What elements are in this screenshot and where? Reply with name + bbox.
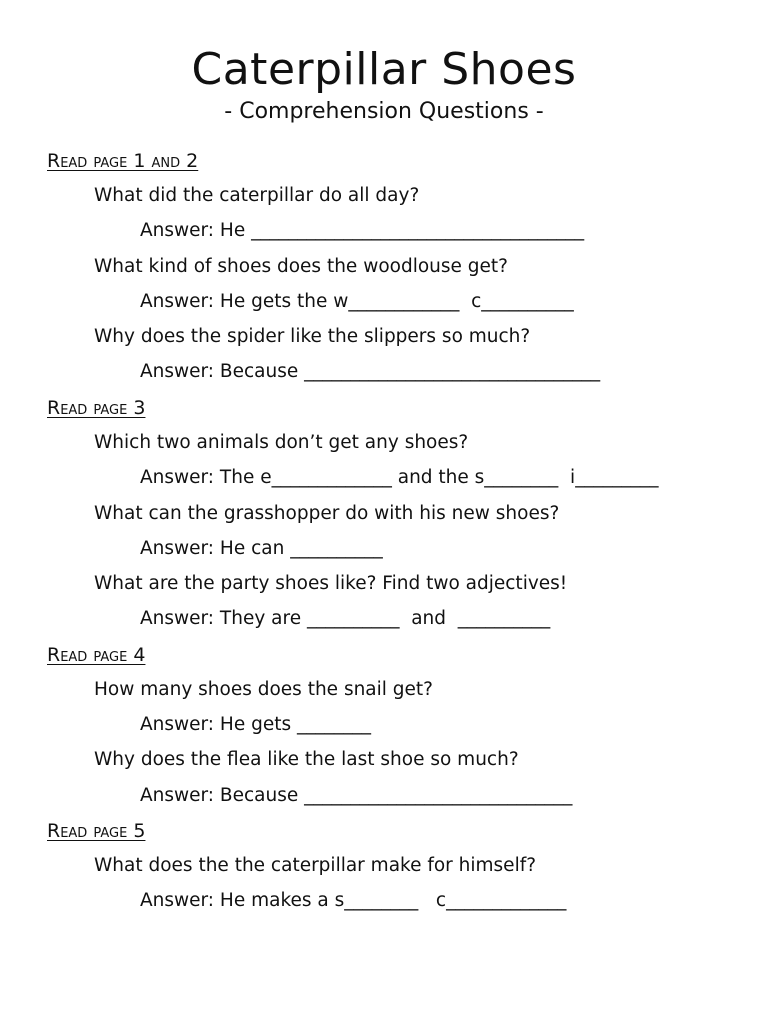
- section-heading-page-3: Read page 3: [47, 397, 146, 419]
- section-heading-page-1-2: Read page 1 and 2: [47, 150, 199, 172]
- section-heading-page-4: Read page 4: [47, 644, 146, 666]
- worksheet-subtitle: - Comprehension Questions -: [224, 99, 544, 124]
- question-grasshopper-shoes: What can the grasshopper do with his new shoes?: [94, 503, 560, 524]
- question-woodlouse-shoes: What kind of shoes does the woodlouse get?: [94, 256, 508, 277]
- question-caterpillar-day: What did the caterpillar do all day?: [94, 185, 420, 206]
- answer-line-flea-shoe: Answer: Because _____________________________: [140, 785, 573, 806]
- answer-line-animals-no-shoes: Answer: The e_____________ and the s________ i_________: [140, 467, 659, 488]
- worksheet-title: Caterpillar Shoes: [191, 44, 577, 95]
- question-party-shoes: What are the party shoes like? Find two adjectives!: [94, 573, 568, 594]
- answer-line-caterpillar-day: Answer: He ____________________________________: [140, 220, 585, 241]
- answer-line-party-shoes: Answer: They are __________ and __________: [140, 608, 551, 629]
- answer-line-caterpillar-makes: Answer: He makes a s________ c_____________: [140, 890, 567, 911]
- answer-line-grasshopper-shoes: Answer: He can __________: [140, 538, 383, 559]
- question-animals-no-shoes: Which two animals don’t get any shoes?: [94, 432, 469, 453]
- question-flea-shoe: Why does the flea like the last shoe so much?: [94, 749, 519, 770]
- question-snail-shoes: How many shoes does the snail get?: [94, 679, 433, 700]
- section-heading-page-5: Read page 5: [47, 820, 146, 842]
- question-spider-slippers: Why does the spider like the slippers so much?: [94, 326, 531, 347]
- answer-line-snail-shoes: Answer: He gets ________: [140, 714, 371, 735]
- question-caterpillar-makes: What does the the caterpillar make for himself?: [94, 855, 537, 876]
- answer-line-woodlouse-shoes: Answer: He gets the w____________ c__________: [140, 291, 574, 312]
- answer-line-spider-slippers: Answer: Because ________________________________: [140, 361, 601, 382]
